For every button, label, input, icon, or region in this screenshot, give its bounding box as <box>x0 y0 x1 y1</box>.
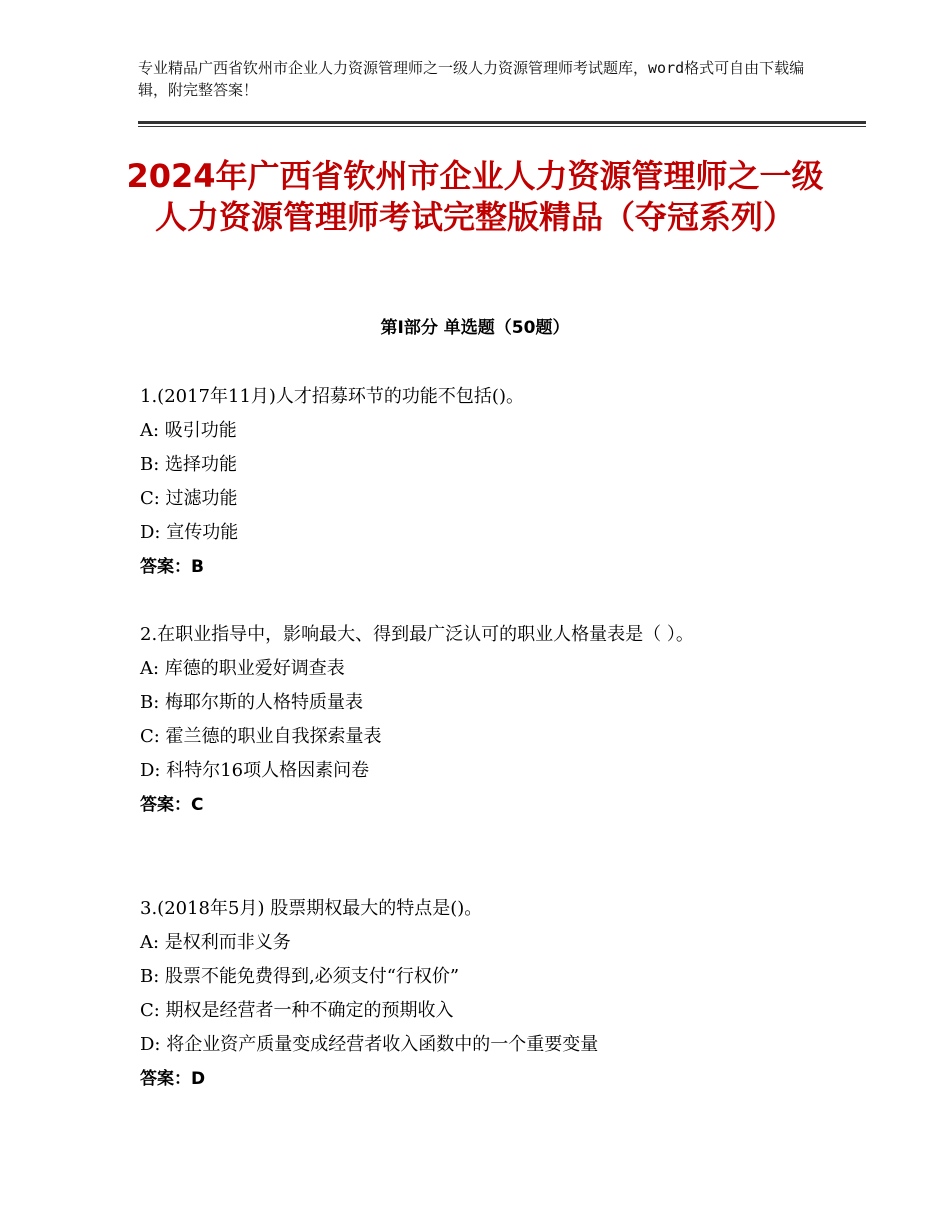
question-stem: 2.在职业指导中，影响最大、得到最广泛认可的职业人格量表是（ ）。 <box>140 624 694 645</box>
question-stem: 1.(2017年11月)人才招募环节的功能不包括()。 <box>140 386 524 407</box>
header-divider-thin <box>138 126 866 127</box>
option-b: B: 股票不能免费得到,必须支付“行权价” <box>140 966 460 987</box>
section-title: 第Ⅰ部分 单选题（50题） <box>380 318 570 338</box>
question-3 <box>140 892 830 1096</box>
option-a: A: 是权利而非义务 <box>140 932 291 953</box>
option-c: C: 过滤功能 <box>140 488 238 509</box>
header-note: 专业精品广西省钦州市企业人力资源管理师之一级人力资源管理师考试题库，word格式可自由下载编辑，附完整答案！ <box>138 59 805 99</box>
option-a: A: 库德的职业爱好调查表 <box>140 658 345 679</box>
option-d: D: 宣传功能 <box>140 522 239 543</box>
question-2 <box>140 618 830 822</box>
answer: 答案：C <box>140 795 204 815</box>
document-title: 2024年广西省钦州市企业人力资源管理师之一级人力资源管理师考试完整版精品（夺冠系列） <box>126 157 824 236</box>
option-b: B: 梅耶尔斯的人格特质量表 <box>140 692 364 713</box>
answer: 答案：D <box>140 1069 206 1089</box>
option-b: B: 选择功能 <box>140 454 238 475</box>
option-c: C: 期权是经营者一种不确定的预期收入 <box>140 1000 454 1021</box>
option-d: D: 科特尔16项人格因素问卷 <box>140 760 370 781</box>
option-d: D: 将企业资产质量变成经营者收入函数中的一个重要变量 <box>140 1034 599 1055</box>
question-1 <box>140 380 830 584</box>
answer: 答案：B <box>140 557 204 577</box>
option-c: C: 霍兰德的职业自我探索量表 <box>140 726 382 747</box>
option-a: A: 吸引功能 <box>140 420 237 441</box>
header-divider-thick <box>138 121 866 124</box>
question-stem: 3.(2018年5月) 股票期权最大的特点是()。 <box>140 898 483 919</box>
